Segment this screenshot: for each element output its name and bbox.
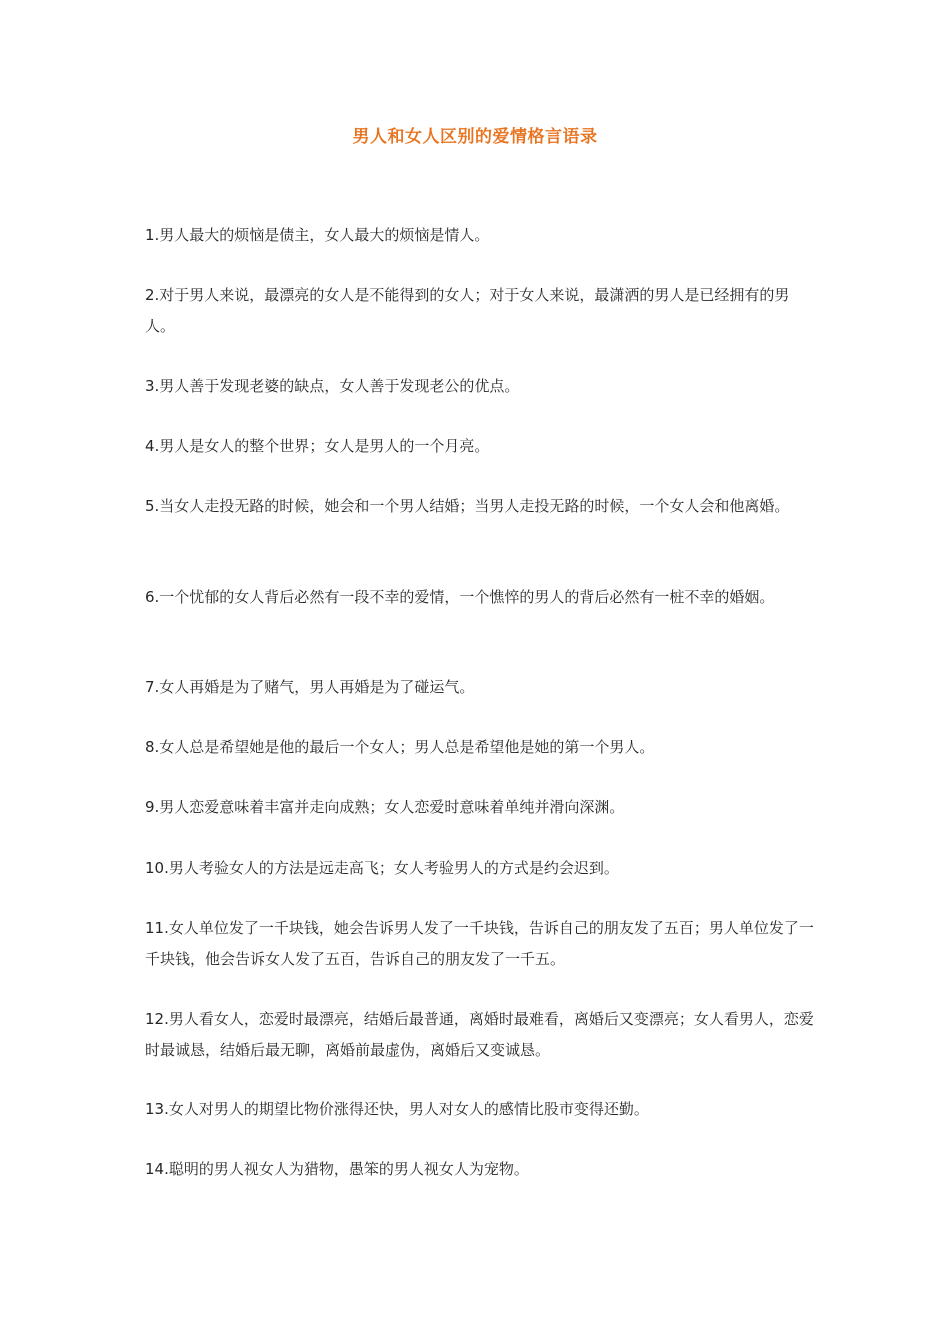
- quote-paragraph: 12.男人看女人，恋爱时最漂亮，结婚后最普通，离婚时最难看，离婚后又变漂亮；女人看男人，恋爱时最诚恳，结婚后最无聊，离婚前最虚伪，离婚后又变诚恳。: [145, 1010, 814, 1059]
- quote-paragraph: 1.男人最大的烦恼是债主，女人最大的烦恼是情人。: [145, 226, 490, 244]
- quote-paragraph: 10.男人考验女人的方法是远走高飞；女人考验男人的方式是约会迟到。: [145, 859, 619, 877]
- quote-paragraph: 6.一个忧郁的女人背后必然有一段不幸的爱情，一个憔悴的男人的背后必然有一桩不幸的婚姻。: [145, 588, 775, 606]
- quote-paragraph: 11.女人单位发了一千块钱，她会告诉男人发了一千块钱，告诉自己的朋友发了五百；男人单位发了一千块钱，他会告诉女人发了五百，告诉自己的朋友发了一千五。: [145, 919, 814, 968]
- quote-paragraph: 8.女人总是希望她是他的最后一个女人；男人总是希望他是她的第一个男人。: [145, 738, 655, 756]
- quote-paragraph: 3.男人善于发现老婆的缺点，女人善于发现老公的优点。: [145, 377, 520, 395]
- quote-paragraph: 4.男人是女人的整个世界；女人是男人的一个月亮。: [145, 437, 490, 455]
- quote-paragraph: 5.当女人走投无路的时候，她会和一个男人结婚；当男人走投无路的时候，一个女人会和他离婚。: [145, 497, 790, 515]
- document-title: 男人和女人区别的爱情格言语录: [352, 127, 598, 147]
- quote-paragraph: 2.对于男人来说，最漂亮的女人是不能得到的女人；对于女人来说，最潇洒的男人是已经拥有的男人。: [145, 286, 790, 335]
- quote-paragraph: 13.女人对男人的期望比物价涨得还快，男人对女人的感情比股市变得还勤。: [145, 1100, 649, 1118]
- quote-paragraph: 14.聪明的男人视女人为猎物，愚笨的男人视女人为宠物。: [145, 1160, 529, 1178]
- quote-paragraph: 7.女人再婚是为了赌气，男人再婚是为了碰运气。: [145, 678, 475, 696]
- quote-paragraph: 9.男人恋爱意味着丰富并走向成熟；女人恋爱时意味着单纯并滑向深渊。: [145, 798, 625, 816]
